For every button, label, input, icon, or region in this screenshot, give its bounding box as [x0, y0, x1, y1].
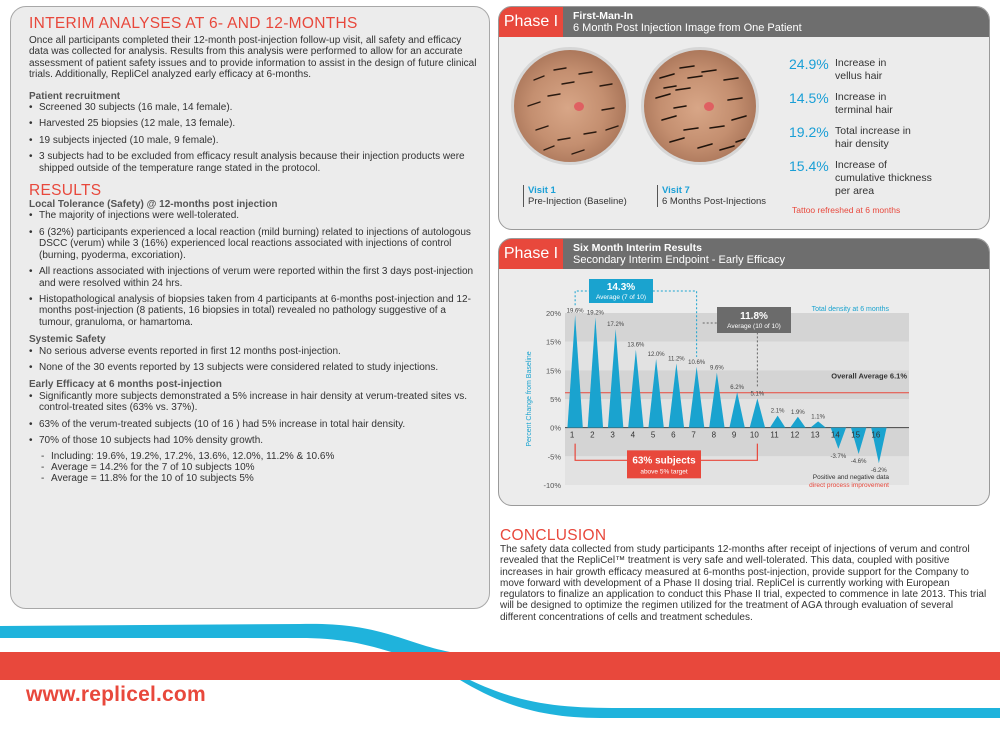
subjects-text: above 5% target [640, 468, 688, 476]
card-header [499, 7, 989, 37]
avg10-text: Average (10 of 10) [727, 323, 781, 330]
stat-total-density [789, 125, 967, 151]
x-tick-label: 4 [630, 430, 636, 440]
visit7-text: 6 Months Post-Injections [662, 196, 767, 207]
interim-title: INTERIM ANALYSES AT 6- AND 12-MONTHS [29, 15, 358, 32]
bar-value-label: 1.1% [811, 414, 825, 421]
efficacy-chart [509, 275, 971, 495]
bar-value-label: -3.7% [830, 453, 847, 460]
stat-vellus [789, 57, 967, 83]
list-item: • All reactions associated with injections of verum were reported within the first 3 days post-injection and were resolved within 24 hrs. [29, 266, 477, 289]
x-tick-label: 14 [830, 430, 840, 440]
hair-texture-icon [644, 50, 759, 165]
list-item: - Average = 14.2% for the 7 of 10 subjects 10% [41, 462, 477, 473]
card-subtitle: Secondary Interim Endpoint - Early Efficacy [573, 253, 785, 266]
subjects-value: 63% subjects [632, 455, 696, 467]
stat-label: Increase in [835, 57, 887, 69]
bar-value-label: 10.6% [688, 359, 706, 366]
phase-tab: Phase I [499, 7, 563, 37]
x-tick-label: 11 [770, 430, 779, 440]
month6-scalp-photo [641, 47, 759, 165]
list-item: • Harvested 25 biopsies (12 male, 13 female). [29, 118, 477, 129]
y-tick-label: 15% [545, 337, 561, 347]
x-tick-label: 1 [569, 430, 575, 440]
conclusion-title: CONCLUSION [500, 527, 607, 544]
list-item: • 19 subjects injected (10 male, 9 female). [29, 135, 477, 146]
stat-label: terminal hair [835, 104, 893, 116]
bar-value-label: 9.6% [710, 365, 724, 372]
card-subtitle: 6 Month Post Injection Image from One Patient [573, 21, 802, 34]
x-tick-label: 8 [711, 430, 717, 440]
card-title: Six Month Interim Results [573, 241, 702, 254]
list-item: • None of the 30 events reported by 13 subjects were considered related to study injections. [29, 362, 477, 373]
total-density-label: Total density at 6 months [811, 306, 889, 313]
x-tick-label: 6 [671, 430, 676, 440]
avg10-value: 11.8% [740, 311, 768, 322]
list-item: • Histopathological analysis of biopsies taken from 4 participants at 6-months post-injection and 12-months post-injection (8 patients, 16 biopsies in total) revealed no pathology suggestive of a tumour, granuloma, or hamartoma. [29, 294, 477, 328]
phase-tab: Phase I [499, 239, 563, 269]
visit7-caption [657, 185, 781, 207]
x-tick-label: 16 [871, 430, 881, 440]
stat-label: per area [835, 185, 875, 197]
x-tick-label: 10 [749, 430, 759, 440]
list-item: - Including: 19.6%, 19.2%, 17.2%, 13.6%, 12.0%, 11.2% & 10.6% [41, 451, 477, 462]
legend-note: direct process improvement [809, 482, 889, 489]
x-tick-label: 7 [691, 430, 696, 440]
stat-thickness [789, 159, 967, 198]
tolerance-heading: Local Tolerance (Safety) @ 12-months post injection [29, 199, 278, 211]
list-item: • 3 subjects had to be excluded from efficacy result analysis because their injection products were shipped outside of the temperature range stated in the protocol. [29, 151, 477, 174]
bar-value-label: -6.2% [871, 468, 887, 475]
card-header [499, 239, 989, 269]
tattoo-dot [704, 102, 714, 111]
visit1-text: Pre-Injection (Baseline) [528, 196, 627, 207]
conclusion-text: The safety data collected from study participants 12-months after receipt of injections of verum and control revealed that the RepliCel™ treatment is very safe and well-tolerated. This data, coupled with positive increases in hair growth efficacy measured at 6-months post-injection, provide support for the Company to move forward with development of a Phase II dosing trial. RepliCel is currently working with European regulators to finalize an application to conduct this Phase II trial, expected to commence in late 2013. This trial will be designed to optimize the regimen utilized for the treatment of AGA through evaluation of several different concentrations of cells and treatment schedules. [500, 544, 987, 623]
stat-value: 14.5% [789, 90, 829, 106]
list-item: • 63% of the verum-treated subjects (10 of 16 ) had 5% increase in total hair density. [29, 419, 477, 430]
interim-analyses-panel [10, 6, 490, 609]
stat-label: hair density [835, 138, 889, 150]
hair-texture-icon [514, 50, 629, 165]
stat-terminal [789, 91, 967, 117]
efficacy-sub-list [41, 451, 477, 484]
x-tick-label: 5 [650, 430, 656, 440]
y-tick-label: 15% [545, 366, 561, 376]
stat-label: Increase in [835, 91, 887, 103]
y-tick-label: 0% [550, 423, 561, 433]
list-item: • Significantly more subjects demonstrated a 5% increase in hair density at verum-treated sites vs. control-treated sites (63% vs. 37%). [29, 391, 477, 414]
list-item: • 70% of those 10 subjects had 10% density growth. [29, 435, 477, 446]
x-tick-label: 2 [590, 430, 595, 440]
stat-label: cumulative thickness [835, 172, 932, 184]
overall-average-label: Overall Average 6.1% [831, 371, 907, 381]
visit1-label: Visit 1 [528, 185, 556, 196]
x-tick-label: 12 [790, 430, 800, 440]
legend-note: Positive and negative data [812, 474, 889, 481]
bar-value-label: 19.6% [566, 308, 584, 315]
footer-wave-graphic [0, 612, 1000, 732]
stat-value: 24.9% [789, 56, 829, 72]
bar-value-label: 5.1% [750, 391, 765, 398]
bar-value-label: 17.2% [607, 322, 625, 329]
bar-value-label: 1.9% [791, 409, 805, 416]
recruitment-heading: Patient recruitment [29, 90, 121, 102]
card-title: First-Man-In [573, 9, 634, 22]
bar-value-label: 13.6% [627, 342, 645, 349]
hair-stats [789, 57, 967, 206]
list-item: • No serious adverse events reported in first 12 months post-injection. [29, 346, 477, 357]
tattoo-dot [574, 102, 584, 111]
bar-value-label: 6.2% [730, 385, 744, 392]
stat-value: 15.4% [789, 158, 829, 174]
y-tick-label: -10% [543, 481, 561, 490]
tolerance-list [29, 210, 477, 328]
list-item: • The majority of injections were well-tolerated. [29, 210, 477, 221]
interim-intro: Once all participants completed their 12-month post-injection follow-up visit, all safety and efficacy data was collected for analysis. Results from this analysis were performed to allow for an accurate assessment of patient safety issues and to provide information to assist in the design of future clinical trials. Additionally, RepliCel analyzed early efficacy at 6-months. [29, 35, 477, 81]
recruitment-list [29, 102, 477, 174]
bar-value-label: 2.1% [770, 408, 785, 415]
bar-value-label: -4.6% [850, 459, 867, 466]
list-item: - Average = 11.8% for the 10 of 10 subjects 5% [41, 473, 477, 484]
y-tick-label: 20% [545, 309, 561, 318]
first-man-in-card [498, 6, 990, 230]
list-item: • 6 (32%) participants experienced a local reaction (mild burning) related to injections of autologous DSCC (verum) while 3 (16%) experienced local reactions associated with injections of control (burning, pyoderma, excoriation). [29, 227, 477, 261]
x-tick-label: 15 [851, 430, 861, 440]
conclusion-section [500, 527, 988, 623]
visit1-caption [523, 185, 635, 207]
baseline-scalp-photo [511, 47, 629, 165]
stat-label: vellus hair [835, 70, 883, 82]
results-title: RESULTS [29, 182, 102, 200]
x-tick-label: 9 [731, 430, 737, 440]
avg7-value: 14.3% [606, 282, 636, 293]
interim-results-card [498, 238, 990, 506]
tattoo-note: Tattoo refreshed at 6 months [792, 205, 901, 215]
avg7-text: Average (7 of 10) [595, 294, 647, 301]
y-axis-label: Percent Change from Baseline [526, 351, 533, 447]
visit7-label: Visit 7 [662, 185, 690, 196]
efficacy-chart-svg [509, 275, 971, 495]
stat-label: Total increase in [835, 125, 911, 137]
list-item: • Screened 30 subjects (16 male, 14 female). [29, 102, 477, 113]
x-tick-label: 13 [810, 430, 820, 440]
stat-value: 19.2% [789, 124, 829, 140]
x-tick-label: 3 [610, 430, 615, 440]
y-tick-label: -5% [547, 452, 561, 462]
efficacy-heading: Early Efficacy at 6 months post-injection [29, 379, 222, 391]
bar-value-label: 12.0% [647, 351, 665, 358]
efficacy-list [29, 391, 477, 447]
y-tick-label: 5% [550, 395, 561, 404]
stat-label: Increase of [835, 159, 887, 171]
bar-value-label: 19.2% [586, 310, 604, 317]
website-link[interactable]: www.replicel.com [26, 683, 206, 706]
systemic-heading: Systemic Safety [29, 334, 106, 346]
bar-value-label: 11.2% [668, 356, 685, 363]
systemic-list [29, 346, 477, 374]
